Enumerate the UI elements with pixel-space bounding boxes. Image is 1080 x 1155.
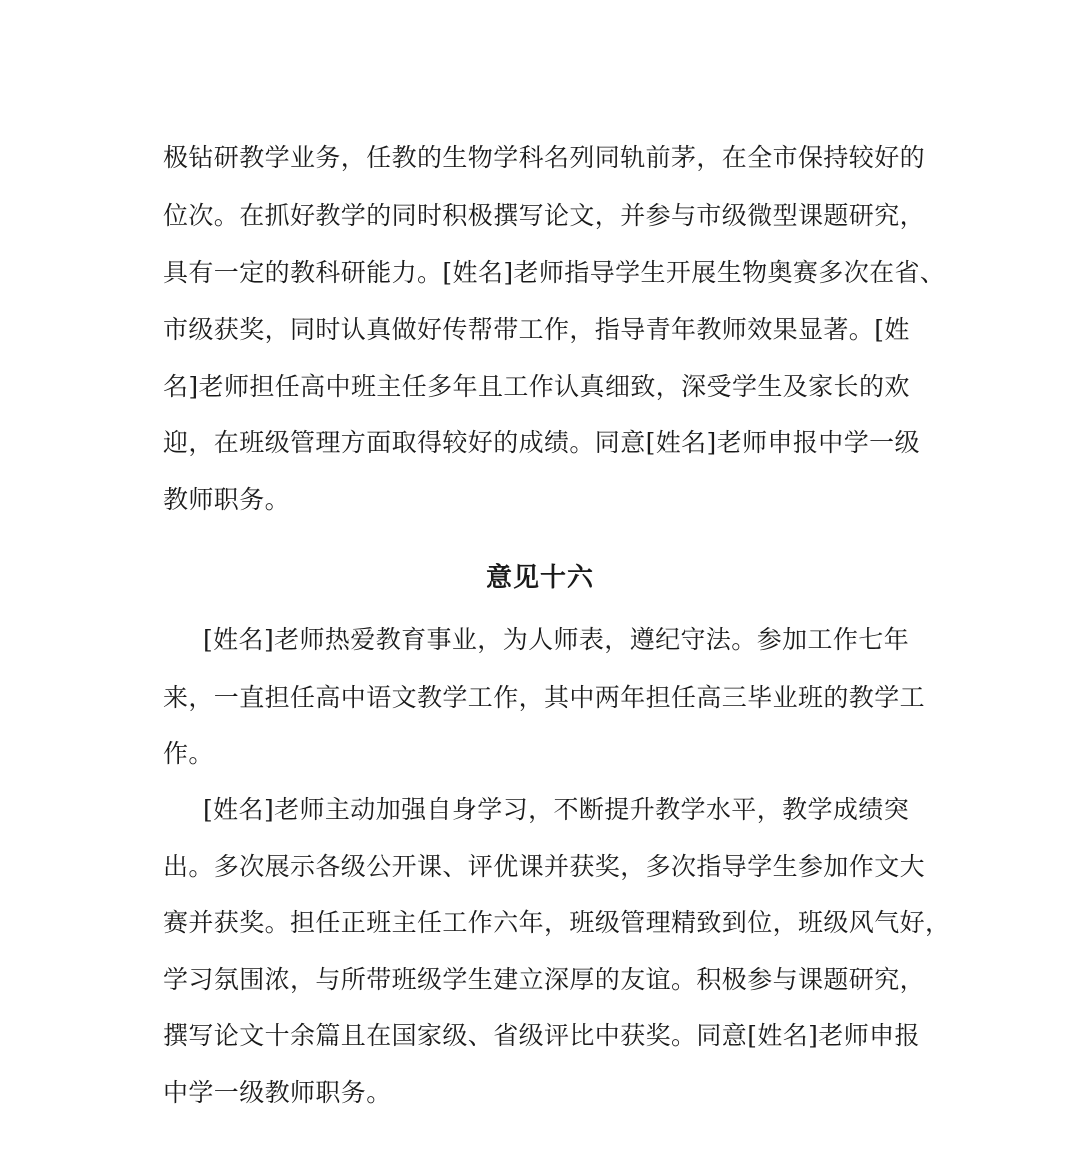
paragraph-1-line: 作。 <box>163 739 214 768</box>
body-text-line: 教师职务。 <box>163 485 291 514</box>
paragraph-1-line: [姓名]老师热爱教育事业，为人师表，遵纪守法。参加工作七年 <box>203 625 910 654</box>
body-text-line: 极钻研教学业务，任教的生物学科名列同轨前茅，在全市保持较好的 <box>163 143 926 172</box>
paragraph-2-line: 出。多次展示各级公开课、评优课并获奖，多次指导学生参加作文大 <box>163 852 926 881</box>
paragraph-2-line: [姓名]老师主动加强自身学习，不断提升教学水平，教学成绩突 <box>203 795 910 824</box>
section-title: 意见十六 <box>485 563 594 593</box>
paragraph-2-line: 赛并获奖。担任正班主任工作六年，班级管理精致到位，班级风气好， <box>163 908 951 937</box>
body-text-line: 市级获奖，同时认真做好传帮带工作，指导青年教师效果显著。[姓 <box>163 315 910 344</box>
body-text-line: 迎，在班级管理方面取得较好的成绩。同意[姓名]老师申报中学一级 <box>163 428 920 457</box>
body-text-line: 名]老师担任高中班主任多年且工作认真细致，深受学生及家长的欢 <box>163 372 910 401</box>
body-text-line: 位次。在抓好教学的同时积极撰写论文，并参与市级微型课题研究， <box>163 201 926 230</box>
paragraph-2-line: 学习氛围浓，与所带班级学生建立深厚的友谊。积极参与课题研究， <box>163 965 926 994</box>
paragraph-1-line: 来，一直担任高中语文教学工作，其中两年担任高三毕业班的教学工 <box>163 683 926 712</box>
paragraph-2-line: 中学一级教师职务。 <box>163 1078 392 1107</box>
body-text-line: 具有一定的教科研能力。[姓名]老师指导学生开展生物奥赛多次在省、 <box>163 258 946 287</box>
paragraph-2-line: 撰写论文十余篇且在国家级、省级评比中获奖。同意[姓名]老师申报 <box>163 1021 920 1050</box>
